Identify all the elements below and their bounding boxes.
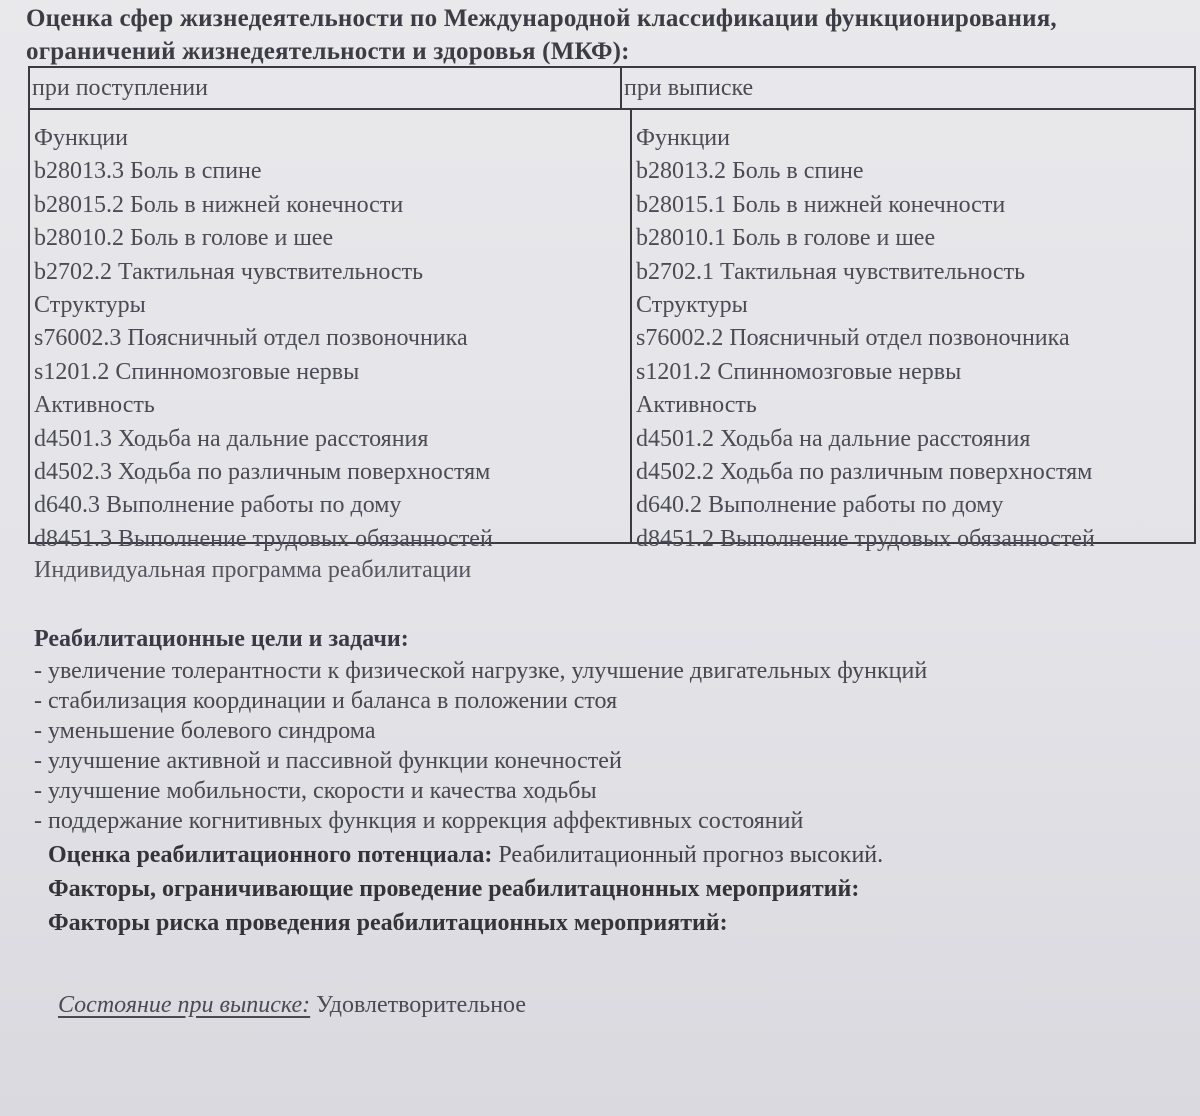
rehab-potential-label: Оценка реабилитационного потенциала: — [48, 842, 493, 868]
icf-assessment-heading — [26, 2, 1196, 68]
rehab-potential-line — [48, 838, 1178, 872]
discharge-row: d8451.2 Выполнение трудовых обязанностей — [636, 525, 1095, 552]
risk-factors-line — [48, 906, 1178, 940]
admission-row: b28015.2 Боль в нижней конечности — [34, 191, 404, 218]
rehab-goal-item: - стабилизация координации и баланса в положении стоя — [34, 688, 618, 714]
discharge-row: s1201.2 Спинномозговые нервы — [636, 358, 962, 385]
admission-row: d8451.3 Выполнение трудовых обязанностей — [34, 525, 493, 552]
rehab-goal-item: - поддержание когнитивных функция и коррекция аффективных состояний — [34, 808, 804, 834]
discharge-row: Структуры — [636, 291, 748, 318]
admission-row: Структуры — [34, 291, 146, 318]
discharge-row: b28013.2 Боль в спине — [636, 158, 864, 185]
heading-line-1: Оценка сфер жизнедеятельности по Международной классификации функционирования, — [26, 5, 1057, 32]
discharge-state-label: Состояние при выписке: — [58, 992, 311, 1018]
rehab-goal-item: - улучшение активной и пассивной функции конечностей — [34, 748, 622, 774]
rehab-goal-item: - увеличение толерантности к физической нагрузке, улучшение двигательных функций — [34, 658, 928, 684]
limiting-factors-line — [48, 872, 1178, 906]
admission-row: b28013.3 Боль в спине — [34, 158, 262, 185]
admission-row: Активность — [34, 392, 155, 419]
rehab-goals-title: Реабилитационные цели и задачи: — [34, 626, 409, 652]
admission-row: Функции — [34, 125, 128, 151]
discharge-header-cell — [620, 66, 1196, 110]
rehab-program-title: Индивидуальная программа реабилитации — [34, 557, 472, 583]
heading-line-2: ограничений жизнедеятельности и здоровья (МКФ): — [26, 38, 630, 65]
discharge-row: b28015.1 Боль в нижней конечности — [636, 191, 1006, 218]
discharge-row: Функции — [636, 125, 730, 151]
rehab-goals-section — [34, 622, 1184, 836]
icf-table — [28, 66, 1196, 552]
admission-header-cell — [28, 66, 622, 110]
admission-row: b2702.2 Тактильная чувствительность — [34, 258, 424, 285]
rehab-goals-list — [34, 656, 1184, 836]
admission-row: s76002.3 Поясничный отдел позвоночника — [34, 325, 468, 352]
discharge-row: d4502.2 Ходьба по различным поверхностям — [636, 458, 1093, 485]
risk-factors-label: Факторы риска проведения реабилитационных мероприятий: — [48, 910, 728, 936]
admission-header: при поступлении — [32, 75, 208, 101]
discharge-header: при выписке — [624, 75, 754, 101]
assessment-section — [48, 838, 1178, 940]
discharge-row: d4501.2 Ходьба на дальние расстояния — [636, 425, 1031, 452]
admission-row: d640.3 Выполнение работы по дому — [34, 492, 402, 519]
rehab-goal-item: - улучшение мобильности, скорости и качества ходьбы — [34, 778, 597, 804]
limiting-factors-label: Факторы, ограничивающие проведение реабилитацнонных мероприятий: — [48, 876, 860, 902]
discharge-row: b2702.1 Тактильная чувствительность — [636, 258, 1026, 285]
discharge-row: Активность — [636, 392, 757, 419]
discharge-state-line — [58, 992, 526, 1019]
admission-column — [28, 108, 632, 552]
discharge-state-value: Удовлетворительное — [316, 992, 526, 1018]
admission-row: d4501.3 Ходьба на дальние расстояния — [34, 425, 429, 452]
discharge-row: d640.2 Выполнение работы по дому — [636, 492, 1004, 519]
admission-row: s1201.2 Спинномозговые нервы — [34, 358, 360, 385]
discharge-row: s76002.2 Поясничный отдел позвоночника — [636, 325, 1070, 352]
rehab-potential-value: Реабилитационный прогноз высокий. — [498, 842, 884, 868]
discharge-column — [630, 108, 1196, 552]
admission-row: b28010.2 Боль в голове и шее — [34, 225, 334, 252]
discharge-row: b28010.1 Боль в голове и шее — [636, 225, 936, 252]
rehab-goal-item: - уменьшение болевого синдрома — [34, 718, 376, 744]
admission-row: d4502.3 Ходьба по различным поверхностям — [34, 458, 491, 485]
